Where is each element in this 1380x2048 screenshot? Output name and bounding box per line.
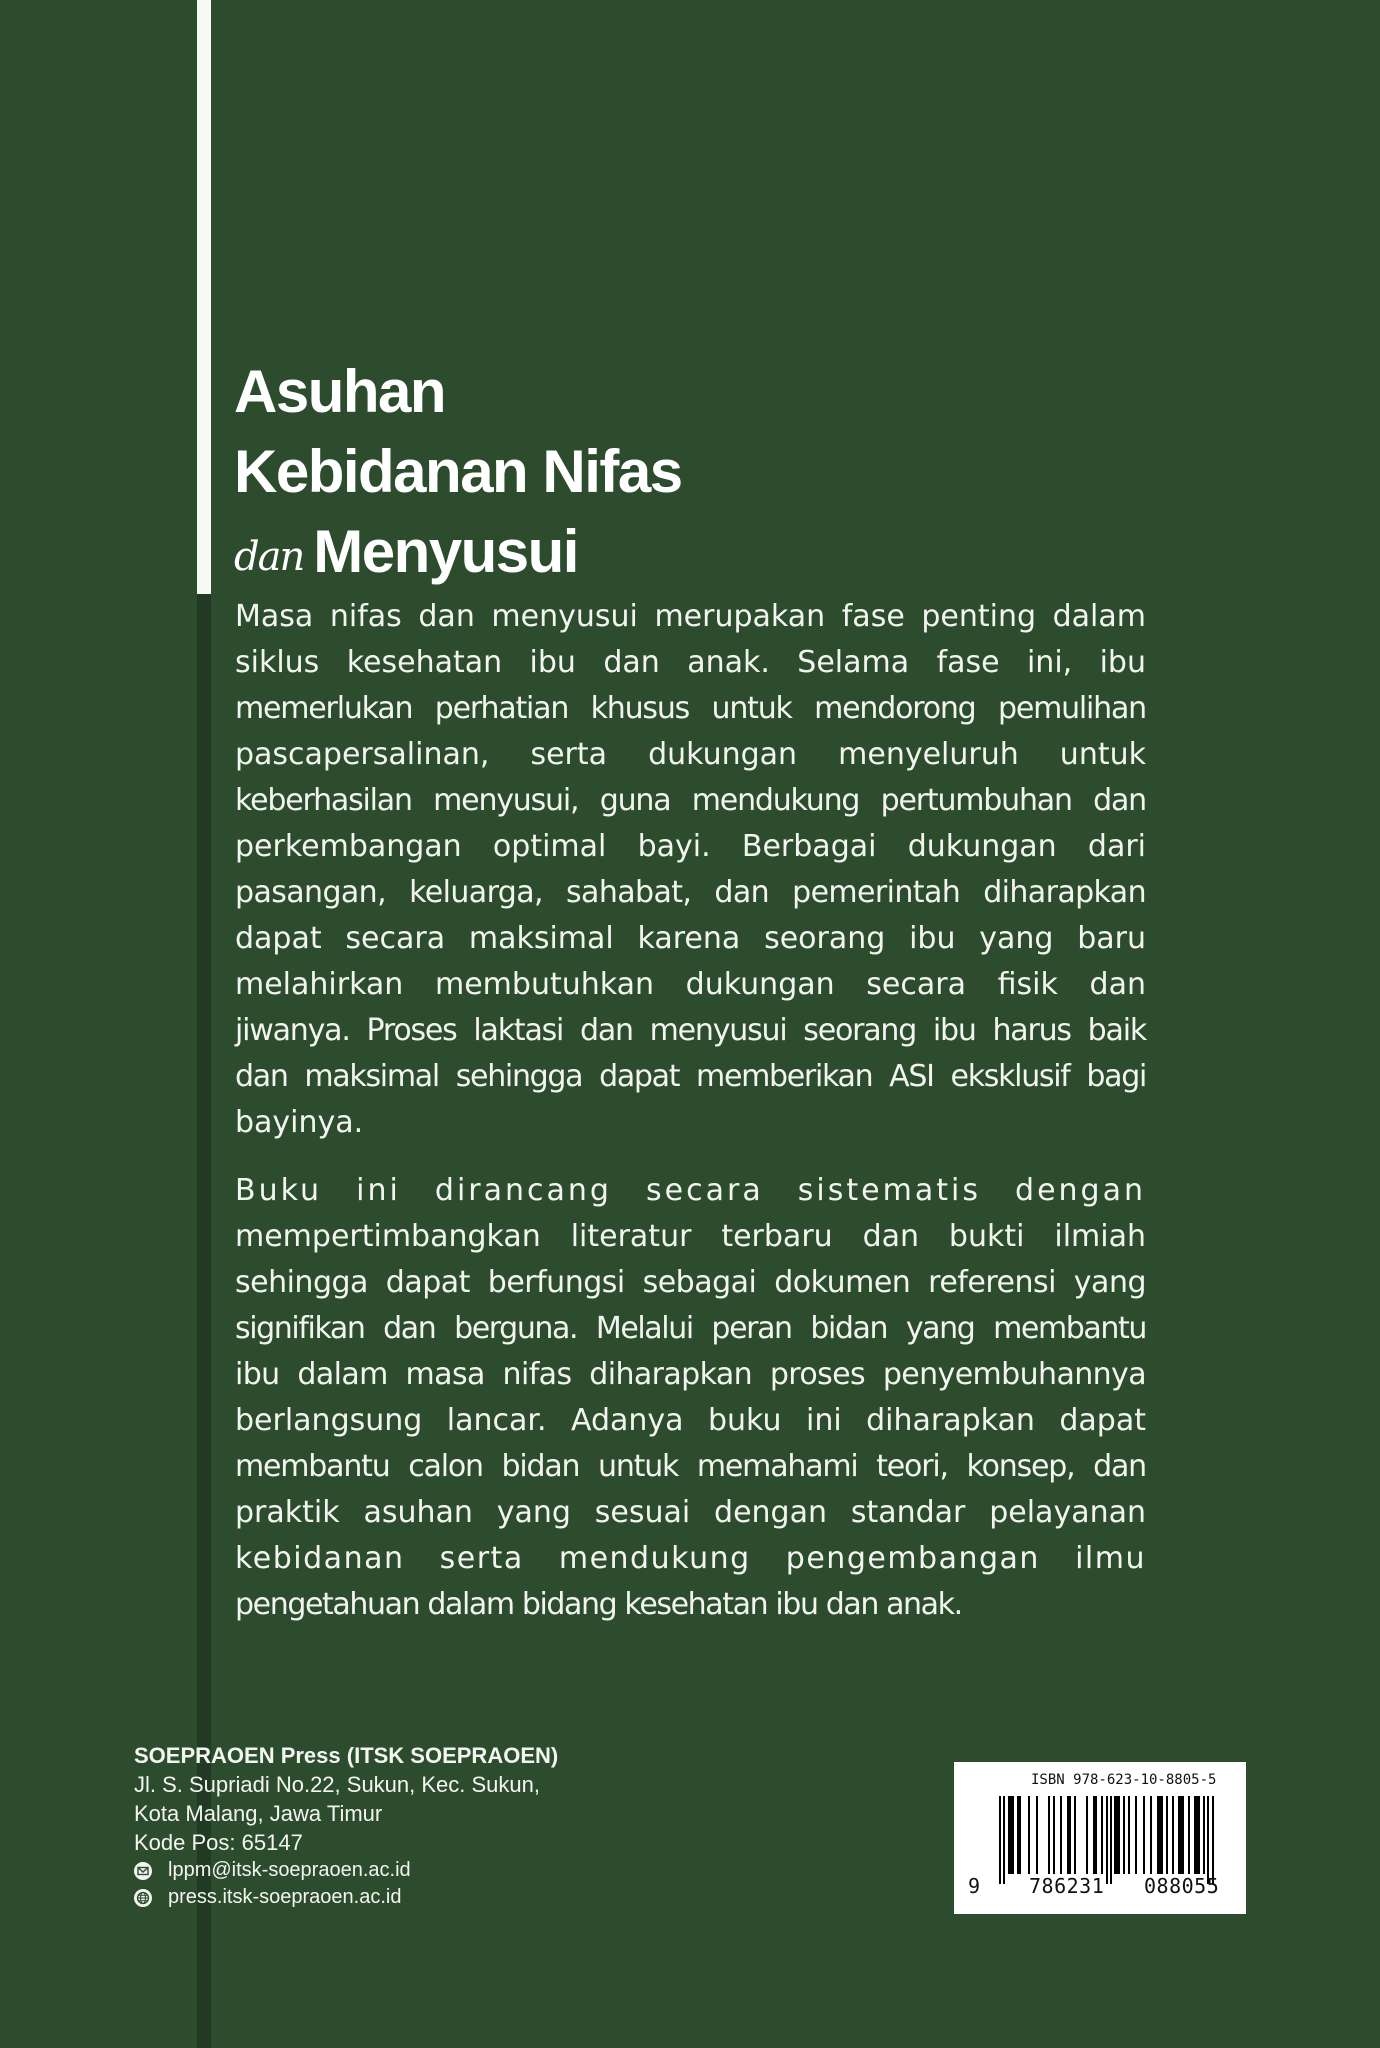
synopsis-line: bayinya. <box>235 1105 364 1140</box>
synopsis-line: berlangsung lancar. Adanya buku ini diharapkan dapat <box>235 1403 1146 1438</box>
synopsis-line: keberhasilan menyusui, guna mendukung pertumbuhan dan <box>235 783 1146 818</box>
synopsis-paragraph-1 <box>235 594 1146 1146</box>
synopsis-line: membantu calon bidan untuk memahami teori, konsep, dan <box>235 1449 1146 1484</box>
publisher-address-line-2: Kota Malang, Jawa Timur <box>134 1801 383 1826</box>
title-line-2: Kebidanan Nifas <box>234 438 682 505</box>
book-title <box>234 352 682 599</box>
publisher-info <box>134 1741 558 1911</box>
synopsis-line: pascapersalinan, serta dukungan menyeluruh untuk <box>235 737 1146 772</box>
accent-bar <box>197 0 211 594</box>
synopsis-line: Masa nifas dan menyusui merupakan fase penting dalam <box>235 599 1146 634</box>
synopsis-line: siklus kesehatan ibu dan anak. Selama fase ini, ibu <box>235 645 1146 680</box>
publisher-website-row <box>134 1884 558 1911</box>
synopsis-line: dapat secara maksimal karena seorang ibu yang baru <box>235 921 1146 956</box>
synopsis-paragraph-2 <box>235 1168 1146 1628</box>
synopsis-line: jiwanya. Proses laktasi dan menyusui seorang ibu harus baik <box>235 1013 1146 1048</box>
barcode-digits-group-1: 786231 <box>1029 1874 1105 1898</box>
publisher-address-line-1: Jl. S. Supriadi No.22, Sukun, Kec. Sukun, <box>134 1772 541 1797</box>
synopsis-line: memerlukan perhatian khusus untuk mendorong pemulihan <box>235 691 1146 726</box>
title-line-3 <box>234 512 682 599</box>
synopsis-line: pasangan, keluarga, sahabat, dan pemerintah diharapkan <box>235 875 1146 910</box>
synopsis-line: praktik asuhan yang sesuai dengan standar pelayanan <box>235 1495 1146 1530</box>
globe-icon <box>134 1889 152 1907</box>
synopsis-line: sehingga dapat berfungsi sebagai dokumen referensi yang <box>235 1265 1146 1300</box>
isbn-barcode <box>954 1762 1246 1914</box>
isbn-label: ISBN 978-623-10-8805-5 <box>1031 1772 1217 1788</box>
synopsis-line: ibu dalam masa nifas diharapkan proses penyembuhannya <box>235 1357 1146 1392</box>
publisher-website[interactable]: press.itsk-soepraoen.ac.id <box>168 1886 402 1908</box>
envelope-icon <box>134 1862 152 1880</box>
publisher-postal-code: Kode Pos: 65147 <box>134 1830 303 1855</box>
title-connector-script: dan <box>234 534 304 580</box>
synopsis-line: perkembangan optimal bayi. Berbagai dukungan dari <box>235 829 1146 864</box>
synopsis-line: kebidanan serta mendukung pengembangan ilmu <box>235 1541 1146 1576</box>
publisher-name: SOEPRAOEN Press (ITSK SOEPRAOEN) <box>134 1743 559 1768</box>
synopsis-line: dan maksimal sehingga dapat memberikan ASI eksklusif bagi <box>235 1059 1146 1094</box>
barcode-digit-lead: 9 <box>968 1874 981 1898</box>
synopsis-line: pengetahuan dalam bidang kesehatan ibu dan anak. <box>235 1587 962 1622</box>
title-line-3-text: Menyusui <box>313 518 578 585</box>
synopsis-line: Buku ini dirancang secara sistematis dengan <box>235 1173 1146 1208</box>
barcode-digits-group-2: 088055 <box>1144 1874 1220 1898</box>
publisher-email-row <box>134 1857 558 1884</box>
synopsis-line: signifikan dan berguna. Melalui peran bidan yang membantu <box>235 1311 1146 1346</box>
synopsis-line: melahirkan membutuhkan dukungan secara fisik dan <box>235 967 1146 1002</box>
title-line-1: Asuhan <box>234 358 446 425</box>
publisher-email[interactable]: lppm@itsk-soepraoen.ac.id <box>168 1859 411 1881</box>
synopsis-line: mempertimbangkan literatur terbaru dan bukti ilmiah <box>235 1219 1146 1254</box>
